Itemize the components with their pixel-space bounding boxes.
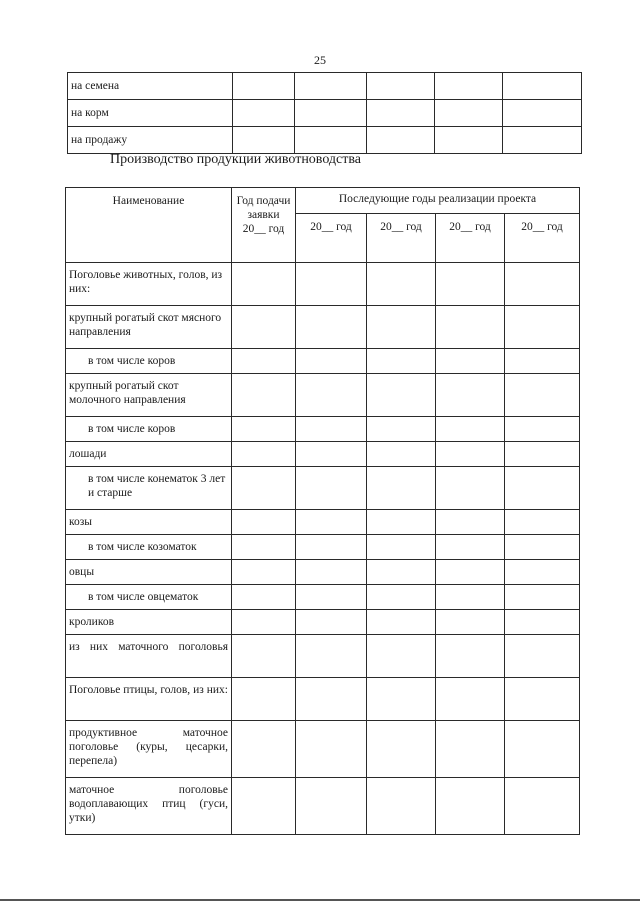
table-cell bbox=[505, 535, 580, 560]
table-cell bbox=[296, 778, 367, 835]
table-cell bbox=[232, 510, 296, 535]
table-cell bbox=[367, 778, 436, 835]
header-row bbox=[66, 188, 580, 214]
table-cell bbox=[505, 417, 580, 442]
table-cell bbox=[233, 73, 295, 100]
row-label: крупный рогатый скот молочного направления bbox=[66, 374, 232, 417]
table-cell bbox=[505, 721, 580, 778]
table-cell bbox=[436, 610, 505, 635]
page-edge-rule bbox=[0, 899, 640, 901]
table-row bbox=[66, 349, 580, 374]
header-year-3: 20__ год bbox=[436, 214, 505, 263]
table-cell bbox=[367, 610, 436, 635]
table-cell bbox=[505, 610, 580, 635]
table-cell bbox=[435, 73, 503, 100]
table-cell bbox=[232, 585, 296, 610]
table-cell bbox=[436, 349, 505, 374]
table-cell bbox=[505, 467, 580, 510]
row-label: овцы bbox=[66, 560, 232, 585]
table-cell bbox=[503, 73, 582, 100]
table-cell bbox=[232, 721, 296, 778]
table-cell bbox=[505, 585, 580, 610]
table-cell bbox=[436, 263, 505, 306]
row-label: Поголовье птицы, голов, из них: bbox=[66, 678, 232, 721]
row-label: в том числе коров bbox=[66, 417, 232, 442]
row-label: в том числе овцематок bbox=[66, 585, 232, 610]
row-label: в том числе конематок 3 лет и старше bbox=[66, 467, 232, 510]
table-cell bbox=[367, 721, 436, 778]
table-cell bbox=[367, 73, 435, 100]
table-cell bbox=[505, 349, 580, 374]
table-cell bbox=[296, 510, 367, 535]
table-cell bbox=[367, 560, 436, 585]
table-cell bbox=[233, 100, 295, 127]
table-row bbox=[68, 100, 582, 127]
table-cell bbox=[505, 510, 580, 535]
table-row bbox=[66, 778, 580, 835]
table-cell bbox=[367, 585, 436, 610]
table-cell bbox=[232, 263, 296, 306]
row-label: на продажу bbox=[68, 127, 233, 154]
row-label: Поголовье животных, голов, из них: bbox=[66, 263, 232, 306]
table-cell bbox=[296, 721, 367, 778]
row-label: в том числе коров bbox=[66, 349, 232, 374]
table-cell bbox=[233, 127, 295, 154]
table-cell bbox=[232, 467, 296, 510]
table-row bbox=[66, 467, 580, 510]
table-cell bbox=[435, 127, 503, 154]
table-row bbox=[66, 263, 580, 306]
table-cell bbox=[296, 349, 367, 374]
table-cell bbox=[296, 263, 367, 306]
table-cell bbox=[367, 678, 436, 721]
header-year-2: 20__ год bbox=[367, 214, 436, 263]
header-year-1: 20__ год bbox=[296, 214, 367, 263]
table-cell bbox=[436, 535, 505, 560]
table-row bbox=[66, 585, 580, 610]
table-cell bbox=[505, 635, 580, 678]
table-cell bbox=[232, 778, 296, 835]
page-number: 25 bbox=[314, 53, 326, 67]
table-cell bbox=[505, 306, 580, 349]
table-row bbox=[66, 417, 580, 442]
table-cell bbox=[367, 442, 436, 467]
table-cell bbox=[296, 374, 367, 417]
table-cell bbox=[505, 678, 580, 721]
table-cell bbox=[367, 100, 435, 127]
table-cell bbox=[296, 585, 367, 610]
header-application-year: Год подачи заявки 20__ год bbox=[232, 188, 296, 263]
livestock-production-table bbox=[65, 187, 580, 835]
table-row bbox=[66, 510, 580, 535]
table-cell bbox=[503, 127, 582, 154]
table-cell bbox=[296, 306, 367, 349]
table-cell bbox=[296, 417, 367, 442]
row-label: кроликов bbox=[66, 610, 232, 635]
table-cell bbox=[436, 635, 505, 678]
table-cell bbox=[367, 263, 436, 306]
table-cell bbox=[505, 374, 580, 417]
table-cell bbox=[505, 560, 580, 585]
table-cell bbox=[367, 306, 436, 349]
row-label: продуктивное маточное поголовье (куры, цесарки, перепела) bbox=[66, 721, 232, 778]
table-cell bbox=[296, 442, 367, 467]
table-cell bbox=[295, 127, 367, 154]
table-cell bbox=[296, 560, 367, 585]
table-row bbox=[68, 127, 582, 154]
table-cell bbox=[295, 100, 367, 127]
table-row bbox=[66, 678, 580, 721]
table-row bbox=[66, 560, 580, 585]
table-cell bbox=[232, 306, 296, 349]
row-label: маточное поголовье водоплавающих птиц (гуси, утки) bbox=[66, 778, 232, 835]
table-cell bbox=[232, 635, 296, 678]
table-cell bbox=[436, 467, 505, 510]
table-cell bbox=[296, 467, 367, 510]
table-cell bbox=[436, 510, 505, 535]
table-cell bbox=[296, 610, 367, 635]
row-label: лошади bbox=[66, 442, 232, 467]
table-cell bbox=[296, 535, 367, 560]
table-cell bbox=[232, 610, 296, 635]
table-cell bbox=[232, 442, 296, 467]
table-cell bbox=[232, 417, 296, 442]
table-row bbox=[66, 306, 580, 349]
header-name: Наименование bbox=[66, 188, 232, 263]
header-year-4: 20__ год bbox=[505, 214, 580, 263]
table-cell bbox=[367, 635, 436, 678]
table-cell bbox=[436, 417, 505, 442]
table-cell bbox=[436, 585, 505, 610]
table-cell bbox=[232, 678, 296, 721]
table-cell bbox=[367, 510, 436, 535]
table-cell bbox=[295, 73, 367, 100]
table-cell bbox=[367, 467, 436, 510]
table-cell bbox=[436, 778, 505, 835]
table-cell bbox=[503, 100, 582, 127]
table-cell bbox=[436, 442, 505, 467]
table-row bbox=[66, 610, 580, 635]
table-cell bbox=[232, 374, 296, 417]
table-row bbox=[66, 635, 580, 678]
header-following-years: Последующие годы реализации проекта bbox=[296, 188, 580, 214]
table-cell bbox=[436, 560, 505, 585]
table-cell bbox=[436, 374, 505, 417]
table-cell bbox=[505, 778, 580, 835]
table-row bbox=[66, 535, 580, 560]
table-cell bbox=[436, 306, 505, 349]
top-table bbox=[67, 72, 582, 154]
table-cell bbox=[367, 417, 436, 442]
row-label: на корм bbox=[68, 100, 233, 127]
table-row bbox=[66, 442, 580, 467]
section-title: Производство продукции животноводства bbox=[110, 152, 362, 167]
table-cell bbox=[296, 635, 367, 678]
table-cell bbox=[296, 678, 367, 721]
row-label: козы bbox=[66, 510, 232, 535]
table-cell bbox=[367, 535, 436, 560]
table-cell bbox=[505, 442, 580, 467]
table-cell bbox=[232, 560, 296, 585]
table-cell bbox=[436, 678, 505, 721]
table-cell bbox=[505, 263, 580, 306]
table-row bbox=[68, 73, 582, 100]
row-label: крупный рогатый скот мясного направления bbox=[66, 306, 232, 349]
row-label: в том числе козоматок bbox=[66, 535, 232, 560]
table-row bbox=[66, 721, 580, 778]
table-cell bbox=[367, 127, 435, 154]
row-label: на семена bbox=[68, 73, 233, 100]
row-label: из них маточного поголовья bbox=[66, 635, 232, 678]
table-row bbox=[66, 374, 580, 417]
table-cell bbox=[367, 374, 436, 417]
table-cell bbox=[232, 535, 296, 560]
table-cell bbox=[435, 100, 503, 127]
table-cell bbox=[436, 721, 505, 778]
table-cell bbox=[367, 349, 436, 374]
table-cell bbox=[232, 349, 296, 374]
